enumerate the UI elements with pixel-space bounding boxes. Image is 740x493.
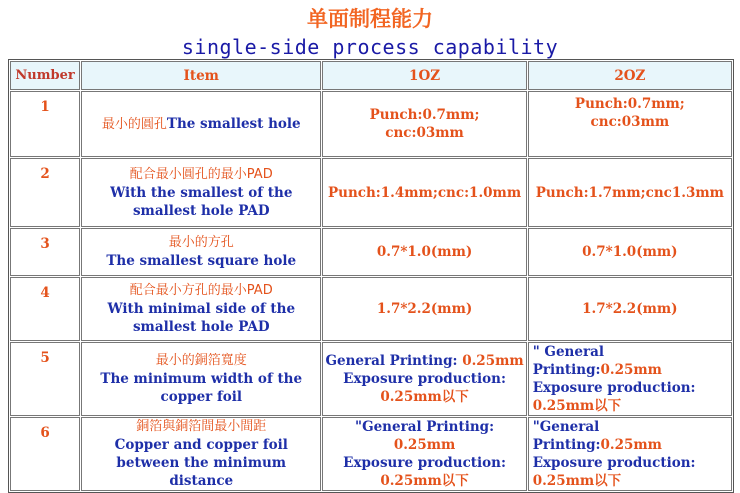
value-line: cnc:03mm [590,114,670,130]
item-english: With the smallest of the smallest hole PAD [110,184,293,219]
row-2oz-value: 1.7*2.2(mm) [528,277,732,341]
row-2oz-value [528,342,732,416]
general-printing-label: " General Printing: [532,344,604,378]
table-row [10,417,732,491]
header-number: Number [10,61,80,90]
item-chinese: 最小的方孔 [168,235,234,250]
row-number: 5 [10,342,80,416]
row-2oz-value [528,417,732,491]
header-2oz: 2OZ [528,61,732,90]
value-line: cnc:03mm [385,125,464,141]
row-number: 1 [10,91,80,157]
table-row [10,277,732,341]
value-line: Punch:0.7mm; [574,96,685,112]
general-printing-label: General Printing: [325,353,458,369]
row-number: 6 [10,417,80,491]
exposure-production-value: 0.25mm以下 [532,398,622,414]
row-number: 3 [10,228,80,276]
item-chinese: 最小的銅箔寬度 [155,353,247,368]
row-1oz-value: 1.7*2.2(mm) [322,277,526,341]
row-2oz-value [528,91,732,157]
row-1oz-value: Punch:1.4mm;cnc:1.0mm [322,158,526,227]
item-chinese: 配合最小圓孔的最小PAD [129,166,273,182]
process-capability-table [8,59,734,493]
row-1oz-value [322,417,526,491]
row-number: 2 [10,158,80,227]
row-1oz-value [322,342,526,416]
general-printing-value: 0.25mm [600,362,662,378]
table-row [10,228,732,276]
row-1oz-value: 0.7*1.0(mm) [322,228,526,276]
row-number: 4 [10,277,80,341]
exposure-production-label: Exposure production: [532,380,696,396]
item-english: Copper and copper foil between the minimum distance [114,437,288,489]
item-chinese: 最小的圓孔 [101,116,167,132]
item-english: The minimum width of the copper foil [100,371,303,405]
row-1oz-value [322,91,526,157]
table-header-row [10,61,732,90]
general-printing-label: "General Printing: [532,419,601,453]
row-item [81,91,321,157]
table-row [10,342,732,416]
general-printing-value: 0.25mm [462,353,524,369]
general-printing-value: 0.25mm [393,437,456,453]
row-item [81,342,321,416]
row-item [81,228,321,276]
row-item [81,417,321,491]
item-english: The smallest hole [166,115,301,132]
page-title-chinese: 单面制程能力 [307,7,433,31]
header-1oz: 1OZ [322,61,526,90]
exposure-production-label: Exposure production: [343,371,506,387]
row-item [81,277,321,341]
item-chinese: 銅箔與銅箔間最小間距 [136,419,267,434]
value-line: Punch:0.7mm; [369,107,480,123]
row-2oz-value: 0.7*1.0(mm) [528,228,732,276]
general-printing-label: "General Printing: [355,419,495,435]
table-row [10,91,732,157]
page-title-english: single-side process capability [181,35,559,59]
table-row [10,158,732,227]
general-printing-value: 0.25mm [600,437,662,453]
exposure-production-value: 0.25mm以下 [380,473,469,489]
header-item: Item [81,61,321,90]
item-english: The smallest square hole [106,253,297,269]
row-item [81,158,321,227]
item-english: With minimal side of the smallest hole PAD [107,301,296,335]
row-2oz-value: Punch:1.7mm;cnc1.3mm [528,158,732,227]
exposure-production-value: 0.25mm以下 [532,473,622,489]
exposure-production-label: Exposure production: [343,455,506,471]
exposure-production-label: Exposure production: [532,455,696,471]
item-chinese: 配合最小方孔的最小PAD [129,283,273,298]
exposure-production-value: 0.25mm以下 [380,389,469,405]
